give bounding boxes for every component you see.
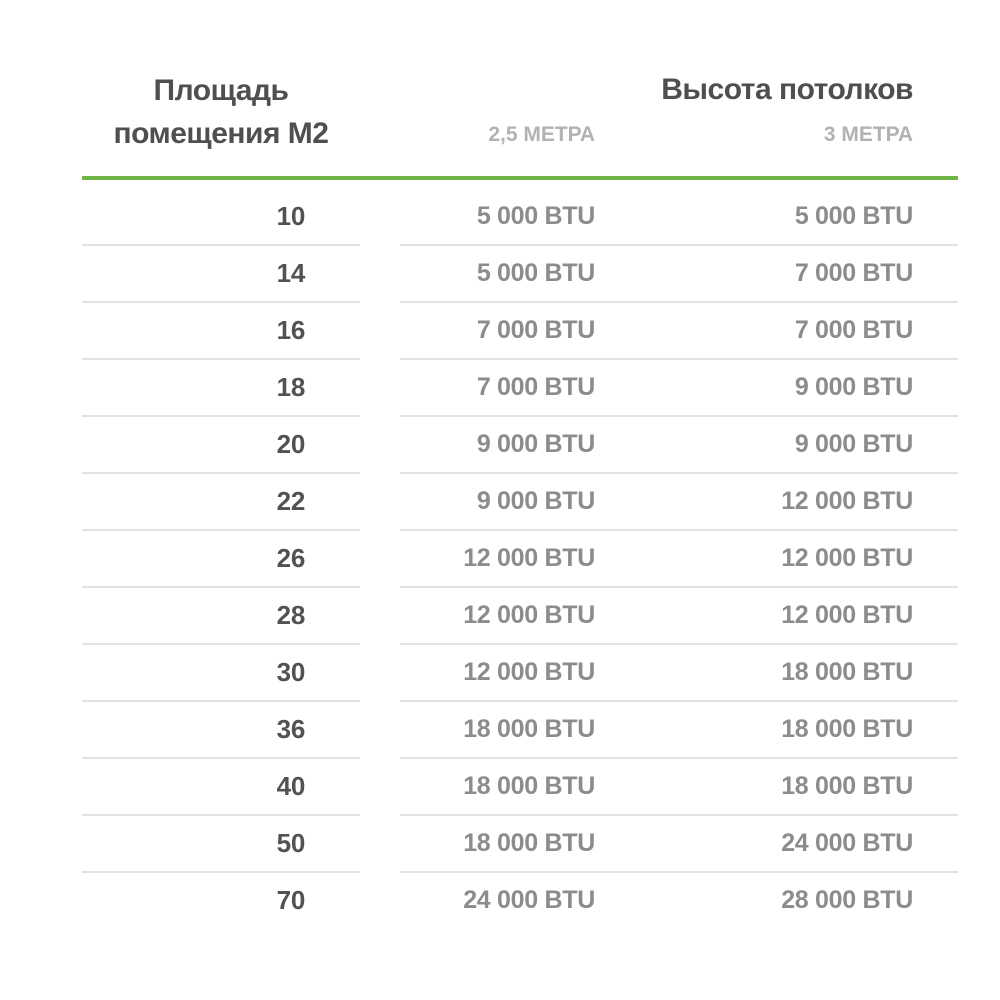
btu-2-5m-cell: 24 000 BTU: [463, 886, 595, 914]
area-cell: 22: [82, 474, 360, 531]
column-gap: [360, 816, 400, 873]
btu-2-5m-cell: 18 000 BTU: [463, 772, 595, 800]
area-cell: 36: [82, 702, 360, 759]
btu-cell-group: [400, 588, 958, 645]
column-gap: [360, 189, 400, 246]
area-cell: 16: [82, 303, 360, 360]
btu-2-5m-cell: 9 000 BTU: [476, 430, 595, 458]
btu-2-5m-cell: 5 000 BTU: [476, 259, 595, 287]
column-gap: [360, 873, 400, 930]
btu-3m-cell: 7 000 BTU: [794, 259, 913, 287]
btu-cell-group: [400, 417, 958, 474]
subheader-2-5-metra: 2,5 МЕТРА: [488, 123, 595, 146]
area-cell: 14: [82, 246, 360, 303]
btu-cell-group: [400, 873, 958, 928]
btu-3m-cell: 9 000 BTU: [794, 430, 913, 458]
btu-3m-cell: 12 000 BTU: [781, 487, 913, 515]
table-row: [82, 531, 958, 588]
area-cell: 50: [82, 816, 360, 873]
column-gap: [360, 360, 400, 417]
area-cell: 40: [82, 759, 360, 816]
btu-3m-cell: 18 000 BTU: [781, 658, 913, 686]
btu-3m-cell: 28 000 BTU: [781, 886, 913, 914]
btu-3m-cell: 5 000 BTU: [794, 202, 913, 230]
btu-cell-group: [400, 816, 958, 873]
btu-2-5m-cell: 18 000 BTU: [463, 829, 595, 857]
area-cell: 18: [82, 360, 360, 417]
btu-2-5m-cell: 12 000 BTU: [463, 658, 595, 686]
area-cell: 26: [82, 531, 360, 588]
column-gap: [360, 531, 400, 588]
area-cell: 70: [276, 885, 305, 915]
area-header-line2: помещения М2: [113, 116, 329, 150]
table-row: [82, 474, 958, 531]
table-row: [82, 303, 958, 360]
area-cell: 28: [82, 588, 360, 645]
btu-cell-group: [400, 360, 958, 417]
table-row: [82, 873, 958, 930]
area-cell: 30: [82, 645, 360, 702]
column-gap: [360, 474, 400, 531]
btu-cell-group: [400, 303, 958, 360]
table-row: [82, 816, 958, 873]
btu-2-5m-cell: 7 000 BTU: [476, 316, 595, 344]
table-row: [82, 702, 958, 759]
area-cell: 20: [82, 417, 360, 474]
btu-2-5m-cell: 7 000 BTU: [476, 373, 595, 401]
btu-3m-cell: 18 000 BTU: [781, 715, 913, 743]
btu-3m-cell: 9 000 BTU: [794, 373, 913, 401]
table-row: [82, 759, 958, 816]
table-row: [82, 189, 958, 246]
btu-cell-group: [400, 702, 958, 759]
btu-3m-cell: 18 000 BTU: [781, 772, 913, 800]
btu-cell-group: [400, 246, 958, 303]
column-gap: [360, 303, 400, 360]
btu-cell-group: [400, 474, 958, 531]
btu-2-5m-cell: 5 000 BTU: [476, 202, 595, 230]
btu-capacity-table: [82, 0, 958, 930]
btu-cell-group: [400, 645, 958, 702]
column-gap: [360, 759, 400, 816]
column-gap: [360, 588, 400, 645]
table-row: [82, 645, 958, 702]
column-gap: [360, 417, 400, 474]
area-column-header: [82, 69, 360, 155]
btu-3m-cell: 24 000 BTU: [781, 829, 913, 857]
column-gap: [360, 645, 400, 702]
btu-3m-cell: 12 000 BTU: [781, 601, 913, 629]
btu-2-5m-cell: 9 000 BTU: [476, 487, 595, 515]
area-header-line1: Площадь: [153, 73, 289, 107]
btu-cell-group: [400, 189, 958, 246]
header-accent-divider: [82, 176, 958, 180]
table-body: [82, 189, 958, 930]
table-row: [82, 360, 958, 417]
column-gap: [360, 702, 400, 759]
table-row: [82, 246, 958, 303]
btu-2-5m-cell: 12 000 BTU: [463, 544, 595, 572]
table-row: [82, 588, 958, 645]
btu-cell-group: [400, 531, 958, 588]
btu-3m-cell: 7 000 BTU: [794, 316, 913, 344]
btu-2-5m-cell: 18 000 BTU: [463, 715, 595, 743]
area-cell: 10: [82, 189, 360, 246]
table-row: [82, 417, 958, 474]
btu-3m-cell: 12 000 BTU: [781, 544, 913, 572]
btu-2-5m-cell: 12 000 BTU: [463, 601, 595, 629]
subheader-3-metra: 3 МЕТРА: [823, 123, 913, 146]
column-gap: [360, 246, 400, 303]
btu-cell-group: [400, 759, 958, 816]
ceiling-height-header: Высота потолков: [661, 73, 913, 106]
table-header: [82, 0, 958, 155]
